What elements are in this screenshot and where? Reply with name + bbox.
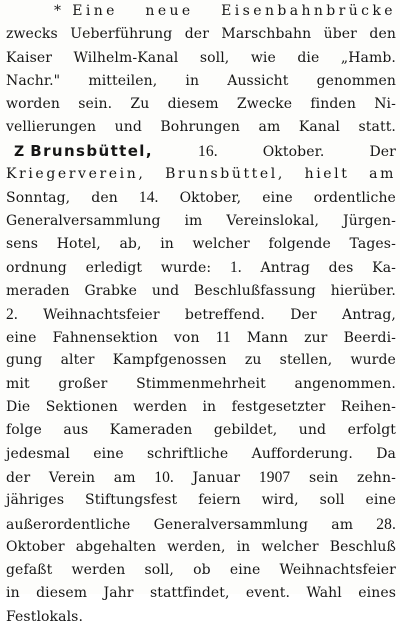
text-line: gefaßt werden soll, ob eine Weihnachtsfeier — [6, 562, 396, 579]
dateline: Z Brunsbüttel, 16. Oktober. Der — [6, 140, 396, 163]
text-line: sens Hotel, ab, in welcher folgende Tages- — [6, 235, 396, 252]
date-day: 16. — [198, 142, 218, 160]
text-line: Kriegerverein, Brunsbüttel, hielt am — [6, 166, 396, 183]
text-line: Nachr." mitteilen, in Aussicht genommen — [6, 72, 396, 89]
text-line: eine Fahnensektion von 11 Mann zur Beerdi- — [6, 329, 396, 347]
article-text — [6, 0, 396, 629]
text-line: zwecks Ueberführung der Marschbahn über den — [6, 26, 396, 43]
place-heading: Brunsbüttel, — [30, 141, 153, 160]
text-line: vellierungen und Bohrungen am Kanal statt. — [6, 119, 396, 136]
text-line: Festlokals. — [6, 608, 83, 625]
text-line: in diesem Jahr stattfindet, event. Wahl eines — [6, 585, 396, 602]
text-line: mit großer Stimmenmehrheit angenommen. — [6, 375, 396, 392]
section-mark: Z — [14, 143, 25, 160]
text-line: Generalversammlung im Vereinslokal, Jürgen- — [6, 212, 396, 229]
text-line: * Eine neue Eisenbahnbrücke — [54, 3, 396, 19]
text-line: jähriges Stiftungsfest feiern wird, soll eine — [6, 492, 396, 509]
paragraph-railway-bridge — [6, 0, 396, 140]
text-line: worden sein. Zu diesem Zwecke finden Ni- — [6, 96, 396, 113]
text-line: meraden Grabke und Beschlußfassung hierüber. — [6, 282, 396, 299]
paragraph-kriegerverein — [6, 140, 396, 629]
text-line: 2. Weihnachtsfeier betreffend. Der Antrag, — [6, 305, 396, 323]
text-line: ordnung erledigt wurde: 1. Antrag des Ka- — [6, 259, 396, 277]
text-line: jedesmal eine schriftliche Aufforderung. Da — [6, 445, 396, 462]
text-line: Die Sektionen werden in festgesetzter Reihen- — [6, 399, 396, 416]
date-month: Oktober. — [262, 143, 325, 160]
text-line: der Verein am 10. Januar 1907 sein zehn- — [6, 468, 396, 486]
text-line: folge aus Kameraden gebildet, und erfolgt — [6, 422, 396, 439]
text-line: Sonntag, den 14. Oktober, eine ordentliche — [6, 189, 396, 207]
text-line: Oktober abgehalten werden, in welcher Beschluß — [6, 538, 396, 555]
text-line: gung alter Kampfgenossen zu stellen, wurde — [6, 352, 396, 369]
text-line: außerordentliche Generalversammlung am 28. — [6, 515, 396, 533]
text-line: Kaiser Wilhelm-Kanal soll, wie die „Hamb. — [6, 49, 396, 66]
